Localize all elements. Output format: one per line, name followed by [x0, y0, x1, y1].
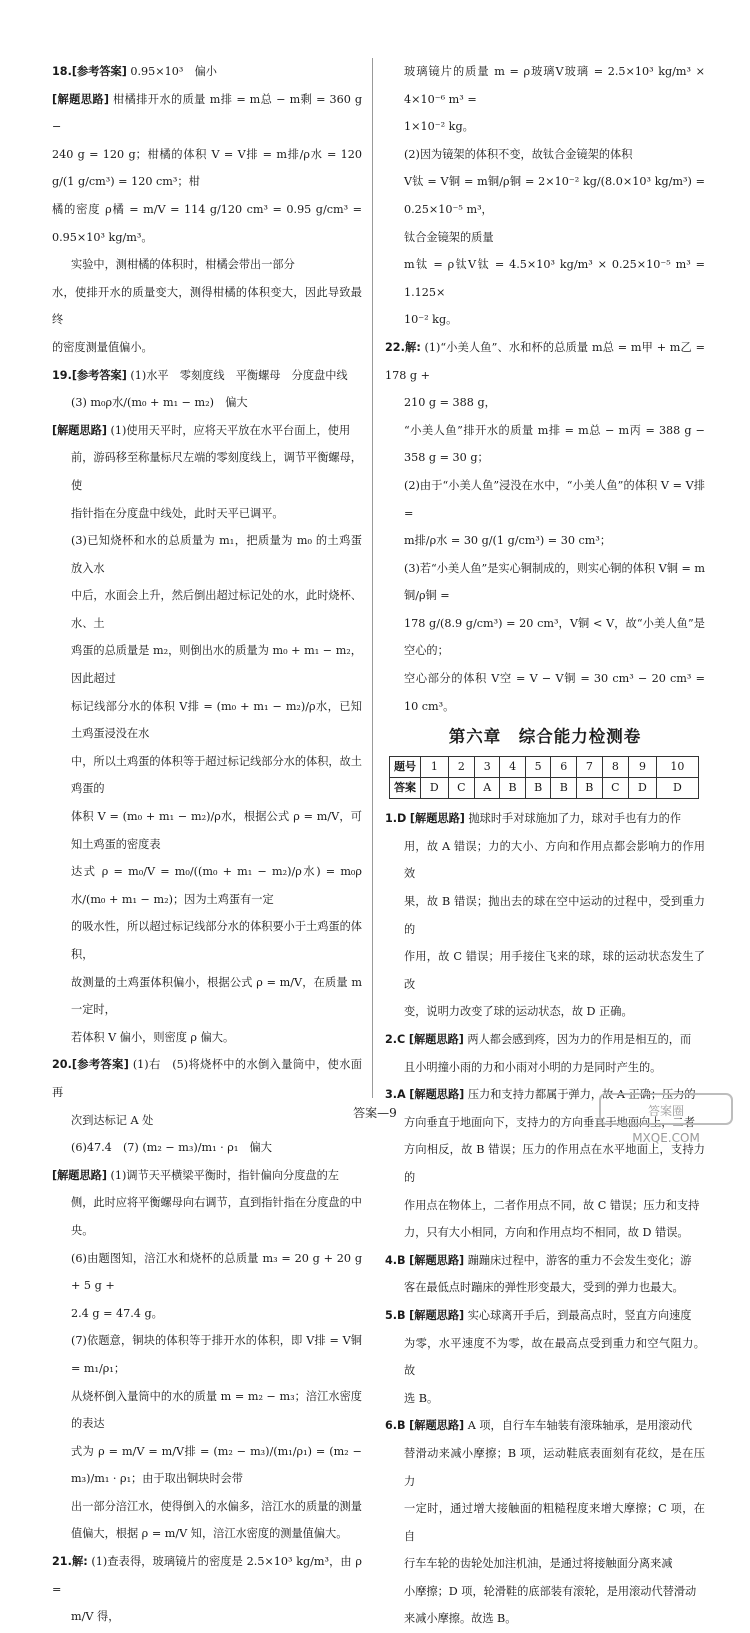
chapter-title: 第六章 综合能力检测卷 — [448, 727, 642, 747]
line-text: 压力和支持力都属于弹力，故 A 正确；压力的 — [467, 1088, 696, 1102]
text-line — [52, 1300, 362, 1328]
text-line — [385, 168, 705, 223]
text-line — [385, 610, 705, 665]
line-text: 指针指在分度盘中线处，此时天平已调平。 — [71, 506, 284, 520]
line-text: 240 g = 120 g；柑橘的体积 V = V排 = m排/ρ水 = 120 g/(1 g/cm³) = 120 cm³；柑 — [52, 147, 362, 189]
line-text: 若体积 V 偏小，则密度 ρ 偏大。 — [71, 1030, 235, 1044]
question-number-cell: 3 — [475, 757, 500, 778]
line-text: 2.4 g = 47.4 g。 — [71, 1306, 163, 1320]
line-text: 式为 ρ = m/V = m/V排 = (m₂ − m₃)/(m₁/ρ₁) = (m₂ − m₃)/m₁ · ρ₁；由于取出铜块时会带 — [71, 1444, 362, 1486]
text-line — [52, 913, 362, 968]
line-text: 且小明撞小雨的力和小雨对小明的力是同时产生的。 — [404, 1060, 662, 1074]
text-line — [385, 1330, 705, 1385]
text-line — [385, 141, 705, 169]
line-text: (1)右 (5)将烧杯中的水倒入量筒中，使水面再 — [52, 1058, 362, 1099]
line-text: 侧，此时应将平衡螺母向右调节，直到指针指在分度盘的中央。 — [71, 1196, 362, 1237]
text-line — [385, 665, 705, 720]
question-line — [385, 1026, 705, 1054]
text-line — [385, 1495, 705, 1550]
line-text: 用，故 A 错误；力的大小、方向和作用点都会影响力的作用效 — [404, 839, 705, 881]
line-text: 210 g = 388 g， — [404, 396, 496, 410]
text-line — [52, 389, 362, 417]
text-line — [385, 833, 705, 888]
section-tag: [解题思路] — [52, 423, 107, 437]
line-text: 故测量的土鸡蛋体积偏小，根据公式 ρ = m/V，在质量 m 一定时， — [71, 975, 362, 1017]
question-number-cell: 6 — [551, 757, 577, 778]
line-text: (3)若“小美人鱼”是实心铜制成的，则实心铜的体积 V铜 = m铜/ρ铜 = — [404, 561, 705, 603]
line-text: (6)47.4 (7) (m₂ − m₃)/m₁ · ρ₁ 偏大 — [71, 1141, 272, 1155]
question-number: 18. — [52, 65, 72, 78]
text-line — [52, 1024, 362, 1052]
row-label-number: 题号 — [390, 757, 421, 778]
question-line — [385, 334, 705, 389]
watermark-line1: 答案圈 — [647, 1104, 685, 1118]
watermark-logo — [596, 1090, 736, 1148]
line-text: 1×10⁻² kg。 — [404, 120, 474, 134]
text-line — [52, 527, 362, 582]
text-line — [385, 417, 705, 472]
line-text: 鸡蛋的总质量是 m₂，则倒出水的质量为 m₀ + m₁ − m₂，因此超过 — [71, 644, 362, 686]
question-line — [52, 1051, 362, 1106]
section-tag: [解题思路] — [52, 1168, 107, 1182]
line-text: 行车车轮的齿轮处加注机油，是通过将接触面分离来减 — [404, 1557, 673, 1571]
text-line — [385, 1605, 705, 1633]
line-text: 前，游码移至称量标尺左端的零刻度线上，调节平衡螺母，使 — [71, 451, 362, 492]
section-tag: [解题思路] — [409, 1308, 465, 1322]
line-text: 达式 ρ = m₀/V = m₀/((m₀ + m₁ − m₂)/ρ水) = m₀ρ水/(m₀ + m₁ − m₂)；因为土鸡蛋有一定 — [71, 865, 362, 906]
text-line — [52, 1162, 362, 1190]
line-text: 10⁻² kg。 — [404, 313, 458, 327]
question-number: 6. — [385, 1419, 398, 1433]
text-line — [52, 1245, 362, 1300]
line-text: 两人都会感到疼，因为力的作用是相互的，而 — [467, 1033, 692, 1046]
question-line — [52, 58, 362, 86]
question-number: 1. — [385, 812, 398, 826]
text-line — [385, 1219, 705, 1247]
line-text: (1)查表得，玻璃镜片的密度是 2.5×10³ kg/m³，由 ρ = — [52, 1555, 362, 1596]
text-line — [52, 1383, 362, 1438]
question-number-cell: 9 — [629, 757, 657, 778]
text-line — [385, 527, 705, 555]
line-text: 作用，故 C 错误；用手接住飞来的球，球的运动状态发生了改 — [404, 950, 705, 991]
question-number-cell: 4 — [500, 757, 526, 778]
answer-cell: B — [525, 778, 551, 799]
line-text: 实心球离开手后，到最高点时，竖直方向速度 — [467, 1308, 692, 1322]
question-number: 4. — [385, 1253, 398, 1267]
answer-table — [389, 756, 699, 799]
text-line — [52, 1493, 362, 1521]
text-line — [52, 417, 362, 445]
line-text: (1)水平 零刻度线 平衡螺母 分度盘中线 — [130, 368, 348, 382]
answer-cell: D — [421, 778, 449, 799]
text-line — [52, 251, 362, 279]
answer-cell: B — [500, 778, 526, 799]
text-line — [52, 141, 362, 196]
question-number: 21. — [52, 1555, 72, 1569]
line-text: 0.95×10³ 偏小 — [130, 65, 217, 78]
question-number: 5. — [385, 1308, 398, 1322]
section-tag: [参考答案] — [71, 1058, 129, 1072]
line-text: 钛合金镜架的质量 — [404, 230, 494, 244]
text-line — [52, 803, 362, 858]
line-text: (1)使用天平时，应将天平放在水平台面上，使用 — [110, 423, 351, 437]
left-column — [52, 58, 362, 1631]
line-text: (6)由题图知，涪江水和烧杯的总质量 m₃ = 20 g + 20 g + 5 g + — [71, 1251, 362, 1293]
question-answer: D — [397, 812, 407, 826]
text-line — [385, 1274, 705, 1302]
text-line — [52, 1603, 362, 1631]
line-text: (7)依题意，铜块的体积等于排开水的体积，即 V排 = V铜 = m₁/ρ₁； — [71, 1334, 362, 1375]
text-line — [52, 279, 362, 334]
question-number-cell: 1 — [421, 757, 449, 778]
row-label-answer: 答案 — [390, 778, 421, 799]
question-line — [52, 362, 362, 390]
answer-cell: C — [448, 778, 475, 799]
line-text: 方向垂直于地面向下，支持力的方向垂直于地面向上，二者 — [404, 1115, 695, 1129]
text-line — [52, 858, 362, 913]
section-tag: [解题思路] — [52, 92, 110, 106]
line-text: 实验中，测柑橘的体积时，柑橘会带出一部分 — [71, 258, 295, 272]
line-text: m排/ρ水 = 30 g/(1 g/cm³) = 30 cm³； — [404, 534, 612, 548]
section-tag: 解: — [71, 1555, 88, 1569]
line-text: 替滑动来减小摩擦；B 项，运动鞋底表面刻有花纹，是在压力 — [404, 1446, 705, 1488]
line-text: 力，只有大小相同，方向和作用点均不相同，故 D 错误。 — [404, 1226, 689, 1240]
question-answer: B — [397, 1308, 406, 1322]
line-text: 从烧杯倒入量筒中的水的质量 m = m₂ − m₃；涪江水密度的表达 — [71, 1389, 362, 1431]
text-line — [385, 1054, 705, 1082]
line-text: 变，说明力改变了球的运动状态，故 D 正确。 — [404, 1005, 633, 1019]
line-text: (1)“小美人鱼”、水和杯的总质量 m总 = m甲 + m乙 = 178 g + — [385, 340, 705, 382]
column-divider — [372, 58, 373, 1098]
section-tag: [参考答案] — [71, 65, 127, 78]
line-text: 体积 V = (m₀ + m₁ − m₂)/ρ水，根据公式 ρ = m/V，可知土鸡蛋的密度表 — [71, 810, 362, 851]
text-line — [52, 500, 362, 528]
line-text: (1)调节天平横梁平衡时，指针偏向分度盘的左 — [110, 1168, 339, 1182]
line-text: (3)已知烧杯和水的总质量为 m₁，把质量为 m₀ 的土鸡蛋放入水 — [71, 534, 362, 575]
right-bottom-block — [385, 805, 705, 1633]
section-tag: [解题思路] — [409, 812, 465, 826]
text-line — [52, 693, 362, 748]
answer-cell: B — [577, 778, 603, 799]
line-text: 蹦蹦床过程中，游客的重力不会发生变化；游 — [467, 1253, 692, 1267]
question-number: 3. — [385, 1088, 398, 1102]
line-text: (2)由于“小美人鱼”浸没在水中，“小美人鱼”的体积 V = V排 = — [404, 478, 705, 520]
question-answer: A — [397, 1088, 406, 1102]
text-line — [385, 224, 705, 252]
watermark-line2: MXQE.COM — [632, 1131, 700, 1145]
question-line — [52, 1548, 362, 1603]
question-line — [385, 805, 705, 833]
section-tag: [解题思路] — [408, 1033, 464, 1046]
line-text: 果，故 B 错误；抛出去的球在空中运动的过程中，受到重力的 — [404, 895, 705, 936]
line-text: 的密度测量值偏小。 — [52, 340, 153, 354]
line-text: 空心部分的体积 V空 = V − V铜 = 30 cm³ − 20 cm³ = 10 cm³。 — [404, 672, 705, 713]
page-footer: 答案—9 — [353, 1106, 397, 1120]
text-line — [385, 251, 705, 306]
question-number-cell: 8 — [602, 757, 629, 778]
question-number-cell: 7 — [577, 757, 603, 778]
line-text: “小美人鱼”排开水的质量 m排 = m总 − m丙 = 388 g − 358 g = 30 g； — [404, 423, 705, 465]
question-answer: B — [397, 1419, 406, 1433]
text-line — [385, 1440, 705, 1495]
line-text: 水，使排开水的质量变大，测得柑橘的体积变大，因此导致最终 — [52, 285, 362, 327]
text-line — [52, 637, 362, 692]
line-text: 178 g/(8.9 g/cm³) = 20 cm³，V铜 < V，故“小美人鱼”是空心的； — [404, 616, 705, 658]
text-line — [52, 1438, 362, 1493]
question-number-cell: 5 — [525, 757, 551, 778]
line-text: 中后，水面会上升，然后倒出超过标记处的水，此时烧杯、水、土 — [71, 589, 362, 630]
line-text: 方向相反，故 B 错误；压力的作用点在水平地面上，支持力的 — [404, 1143, 705, 1184]
question-number: 20. — [52, 1058, 72, 1072]
line-text: V钛 = V铜 = m铜/ρ铜 = 2×10⁻² kg/(8.0×10³ kg/m³) = 0.25×10⁻⁵ m³， — [404, 175, 705, 216]
text-line — [385, 998, 705, 1026]
text-line — [385, 555, 705, 610]
line-text: 出一部分涪江水，使得倒入的水偏多，涪江水的质量的测量 — [71, 1499, 362, 1513]
line-text: 客在最低点时蹦床的弹性形变最大，受到的弹力也最大。 — [404, 1281, 684, 1295]
text-line — [385, 472, 705, 527]
text-line — [52, 1520, 362, 1548]
text-line — [385, 1550, 705, 1578]
question-answer: B — [397, 1253, 406, 1267]
text-line — [52, 1189, 362, 1244]
line-text: 小摩擦；D 项，轮滑鞋的底部装有滚轮，是用滚动代替滑动 — [404, 1584, 697, 1598]
text-line — [385, 58, 705, 113]
right-top-block — [385, 58, 705, 720]
line-text: m钛 = ρ钛V钛 = 4.5×10³ kg/m³ × 0.25×10⁻⁵ m³ = 1.125× — [404, 258, 705, 299]
question-number-cell: 2 — [448, 757, 475, 778]
line-text: m/V 得， — [71, 1610, 120, 1624]
line-text: 的吸水性，所以超过标记线部分水的体积要小于土鸡蛋的体积， — [71, 920, 362, 961]
text-line — [385, 1578, 705, 1606]
answer-cell: C — [602, 778, 629, 799]
text-line — [52, 582, 362, 637]
line-text: 橘的密度 ρ橘 = m/V = 114 g/120 cm³ = 0.95 g/cm³ = 0.95×10³ kg/m³。 — [52, 202, 362, 244]
question-line — [385, 1247, 705, 1275]
answer-cell: D — [629, 778, 657, 799]
question-line — [385, 1302, 705, 1330]
text-line — [385, 943, 705, 998]
line-text: 柑橘排开水的质量 m排 = m总 − m剩 = 360 g − — [52, 92, 362, 134]
section-tag: [解题思路] — [409, 1253, 465, 1267]
line-text: 次到达标记 A 处 — [71, 1113, 154, 1127]
answer-cell: B — [551, 778, 577, 799]
line-text: 为零，水平速度不为零，故在最高点受到重力和空气阻力。故 — [404, 1336, 705, 1378]
line-text: 作用点在物体上，二者作用点不同，故 C 错误；压力和支持 — [404, 1198, 700, 1212]
text-line — [385, 113, 705, 141]
line-text: 标记线部分水的体积 V排 = (m₀ + m₁ − m₂)/ρ水，已知土鸡蛋浸没在水 — [71, 699, 362, 741]
text-line — [52, 969, 362, 1024]
text-line — [52, 196, 362, 251]
text-line — [385, 1192, 705, 1220]
line-text: 一定时，通过增大接触面的粗糙程度来增大摩擦；C 项，在自 — [404, 1502, 705, 1543]
text-line — [52, 334, 362, 362]
section-tag: [参考答案] — [71, 368, 127, 382]
text-line — [385, 1385, 705, 1413]
section-tag: 解: — [404, 340, 421, 354]
right-column — [385, 58, 705, 1633]
answer-table-number-row — [390, 757, 699, 778]
text-line — [52, 1327, 362, 1382]
text-line — [52, 1134, 362, 1162]
text-line — [52, 444, 362, 499]
question-number: 2. — [385, 1033, 398, 1046]
line-text: 来减小摩擦。故选 B。 — [404, 1612, 517, 1626]
text-line — [385, 389, 705, 417]
line-text: 玻璃镜片的质量 m = ρ玻璃V玻璃 = 2.5×10³ kg/m³ × 4×10⁻⁶ m³ = — [404, 65, 705, 106]
text-line — [52, 86, 362, 141]
text-line — [52, 748, 362, 803]
text-line — [385, 306, 705, 334]
question-answer: C — [397, 1033, 406, 1046]
answer-cell: D — [656, 778, 698, 799]
section-tag: [解题思路] — [409, 1088, 465, 1102]
answer-cell: A — [475, 778, 500, 799]
line-text: (2)因为镜架的体积不变，故钛合金镜架的体积 — [404, 147, 633, 161]
question-number-cell: 10 — [656, 757, 698, 778]
line-text: 中，所以土鸡蛋的体积等于超过标记线部分水的体积，故土鸡蛋的 — [71, 754, 362, 796]
line-text: 选 B。 — [404, 1391, 439, 1405]
question-number: 22. — [385, 340, 405, 354]
line-text: 值偏大，根据 ρ = m/V 知，涪江水密度的测量值偏大。 — [71, 1527, 348, 1541]
question-number: 19. — [52, 368, 72, 382]
line-text: (3) m₀ρ水/(m₀ + m₁ − m₂) 偏大 — [71, 396, 248, 410]
line-text: A 项，自行车车轴装有滚珠轴承，是用滚动代 — [467, 1419, 692, 1433]
answer-table-answer-row — [390, 778, 699, 799]
text-line — [385, 888, 705, 943]
question-line — [385, 1412, 705, 1440]
section-tag: [解题思路] — [409, 1419, 465, 1433]
line-text: 抛球时手对球施加了力，球对手也有力的作 — [468, 812, 682, 826]
